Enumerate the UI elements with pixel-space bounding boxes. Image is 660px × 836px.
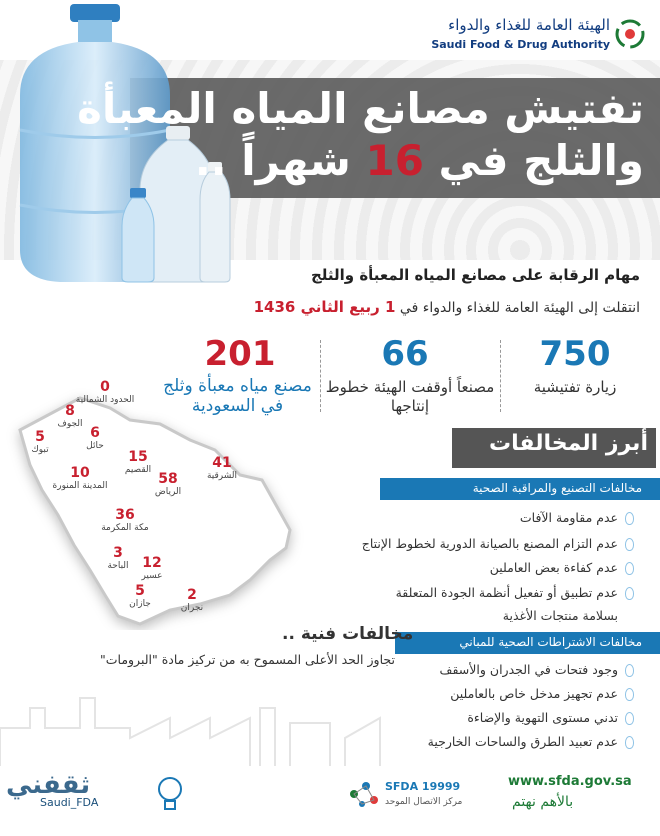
violation-item: وجود فتحات في الجدران والأسقف bbox=[439, 662, 618, 677]
city-name: القصيم bbox=[124, 465, 152, 475]
transfer-date: 1 ربيع الثاني 1436 bbox=[253, 298, 396, 316]
halted-factories-label: مصنعاً أوقفت الهيئة خطوط إنتاجها bbox=[325, 378, 495, 415]
city-name: نجران bbox=[180, 603, 204, 613]
factories-count: 201 bbox=[204, 334, 276, 374]
city-name: عسير bbox=[141, 571, 163, 581]
factories-label: مصنع مياه معبأة وثلج في السعودية bbox=[163, 376, 312, 416]
map-city bbox=[157, 588, 227, 614]
building-violations-heading: مخالفات الاشتراطات الصحية للمباني bbox=[459, 635, 642, 649]
city-count: 36 bbox=[115, 507, 135, 523]
city-count: 6 bbox=[90, 425, 100, 441]
city-count: 15 bbox=[128, 449, 148, 465]
inspection-visits-label: زيارة تفتيشية bbox=[533, 378, 617, 396]
map-city bbox=[90, 508, 160, 534]
violations-title: أبرز المخالفات bbox=[489, 431, 648, 456]
subheading: مهام الرقابة على مصانع المياه المعبأة والثلج bbox=[310, 266, 640, 284]
twitter-handle: Saudi_FDA bbox=[40, 796, 99, 809]
city-name: مكة المكرمة bbox=[101, 523, 149, 533]
title-line-2 bbox=[195, 136, 644, 185]
halted-factories-count: 66 bbox=[381, 334, 429, 374]
city-count: 0 bbox=[100, 379, 110, 395]
watermark: ثقفني bbox=[6, 770, 91, 800]
sfda-logo-arabic: الهيئة العامة للغذاء والدواء bbox=[448, 16, 610, 34]
map-city bbox=[133, 472, 203, 498]
saudi-map bbox=[0, 380, 320, 630]
manufacturing-violations-heading: مخالفات التصنيع والمراقبة الصحية bbox=[472, 481, 642, 495]
violation-item: تدني مستوى التهوية والإضاءة bbox=[467, 710, 618, 725]
city-count: 3 bbox=[113, 545, 123, 561]
city-count: 2 bbox=[187, 587, 197, 603]
map-city bbox=[45, 466, 115, 492]
violation-item: عدم تطبيق أو تفعيل أنظمة الجودة المتعلقة bbox=[395, 585, 618, 600]
violation-item: عدم التزام المصنع بالصيانة الدورية لخطوط الإنتاج bbox=[361, 536, 618, 551]
sfda-hotline-label: مركز الاتصال الموحد bbox=[385, 797, 463, 807]
city-count: 58 bbox=[158, 471, 178, 487]
water-drop-icon bbox=[625, 512, 634, 525]
city-name: تبوك bbox=[31, 445, 49, 455]
city-name: الشرقية bbox=[206, 471, 238, 481]
title-line-1: تفتيش مصانع المياه المعبأة bbox=[77, 84, 644, 133]
violation-item: عدم كفاءة بعض العاملين bbox=[489, 560, 618, 575]
technical-violations-desc: تجاوز الحد الأعلى المسموح به من تركيز مادة "البرومات" bbox=[100, 652, 395, 667]
title-line-2-post: شهراً .. bbox=[194, 136, 351, 185]
city-count: 8 bbox=[65, 403, 75, 419]
water-drop-icon bbox=[625, 538, 634, 551]
violation-item: عدم مقاومة الآفات bbox=[519, 510, 618, 525]
city-name: الرياض bbox=[154, 487, 182, 497]
website-link[interactable]: www.sfda.gov.sa bbox=[508, 774, 632, 789]
water-drop-icon bbox=[625, 562, 634, 575]
sfda-logo-icon bbox=[614, 18, 646, 50]
violation-item: عدم تعبيد الطرق والساحات الخارجية bbox=[427, 734, 618, 749]
water-drop-icon bbox=[625, 587, 634, 600]
violation-item: بسلامة منتجات الأغذية bbox=[502, 608, 618, 623]
map-city bbox=[117, 556, 187, 582]
sfda-hotline: SFDA 19999 bbox=[385, 780, 461, 793]
map-city bbox=[60, 426, 130, 452]
city-count: 41 bbox=[212, 455, 232, 471]
city-count: 10 bbox=[70, 465, 90, 481]
slogan: بالأهم نهتم bbox=[512, 794, 574, 810]
city-count: 5 bbox=[35, 429, 45, 445]
factory-skyline-illustration bbox=[0, 668, 660, 768]
city-name: الباحة bbox=[107, 561, 129, 571]
city-name: جازان bbox=[129, 599, 151, 609]
inspection-visits-count: 750 bbox=[539, 334, 611, 374]
sfda-logo-english: Saudi Food & Drug Authority bbox=[431, 38, 610, 51]
city-count: 5 bbox=[135, 583, 145, 599]
city-name: المدينة المنورة bbox=[52, 481, 108, 491]
city-name: الحدود الشمالية bbox=[75, 395, 135, 405]
city-name: الجوف bbox=[57, 419, 83, 429]
violation-item: عدم تجهيز مدخل خاص بالعاملين bbox=[450, 686, 618, 701]
technical-violations-heading: مخالفات فنية .. bbox=[282, 624, 414, 644]
transfer-statement bbox=[254, 298, 640, 316]
title-line-2-pre: والثلج في bbox=[438, 136, 644, 185]
map-city bbox=[70, 380, 140, 406]
title-months-number: 16 bbox=[365, 136, 424, 185]
city-count: 12 bbox=[142, 555, 162, 571]
lightbulb-icon bbox=[155, 775, 185, 813]
city-name: حائل bbox=[86, 441, 104, 451]
network-icon bbox=[348, 778, 380, 810]
transfer-text: انتقلت إلى الهيئة العامة للغذاء والدواء في bbox=[399, 300, 640, 316]
